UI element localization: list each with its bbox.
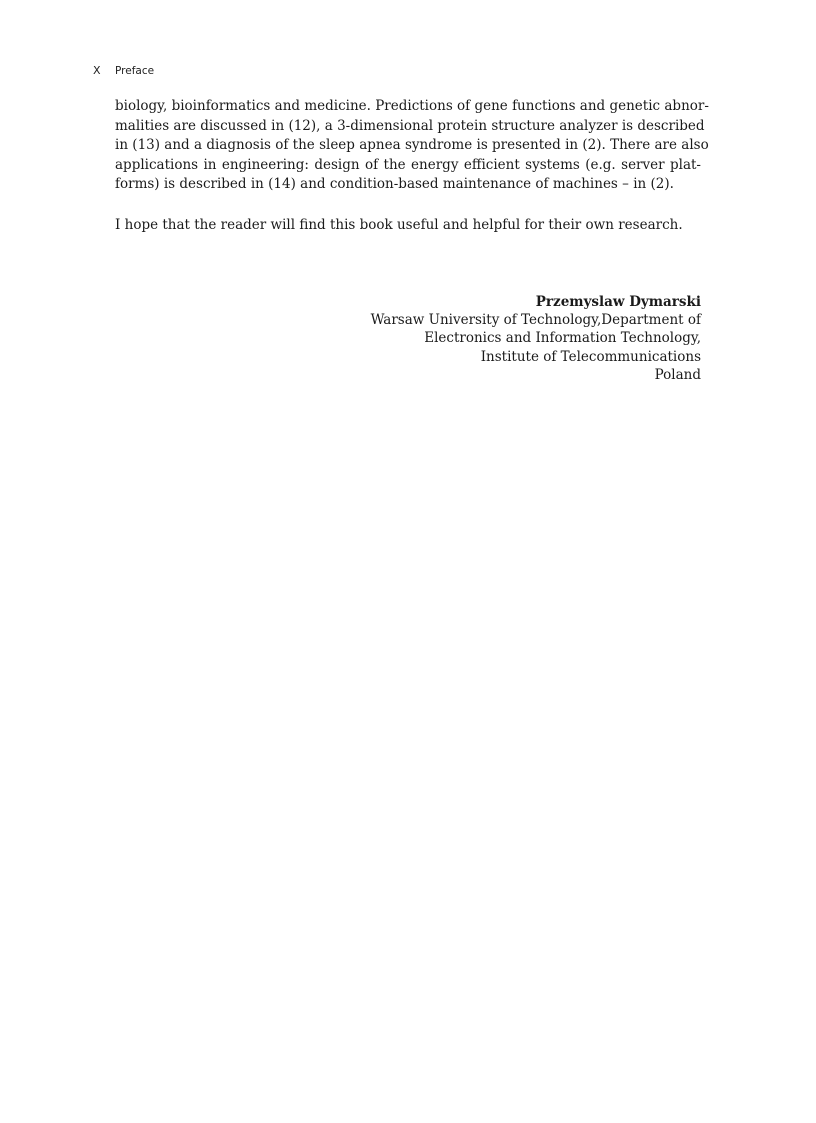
author-name: Przemyslaw Dymarski — [535, 294, 701, 310]
affiliation-line: Institute of Telecommunications — [480, 348, 701, 365]
affiliation-line: Electronics and Information Technology, — [424, 330, 701, 347]
paragraph-line: in (13) and a diagnosis of the sleep apnea syndrome is presented in (2). There are also — [115, 137, 709, 154]
paragraph-line: malities are discussed in (12), a 3-dimensional protein structure analyzer is described — [115, 117, 705, 134]
country-line: Poland — [654, 366, 701, 383]
running-head — [93, 64, 154, 77]
body-paragraph-2: I hope that the reader will find this book useful and helpful for their own research. — [115, 217, 683, 233]
paragraph-line: applications in engineering: design of the energy efficient systems (e.g. server plat- — [115, 156, 701, 173]
paragraph-line: forms) is described in (14) and condition-based maintenance of machines – in (2). — [115, 176, 674, 193]
running-title: Preface — [115, 65, 155, 77]
signature-block — [371, 293, 701, 384]
page-number: X — [93, 64, 101, 77]
body-paragraph-1 — [115, 97, 709, 195]
paragraph-line: biology, bioinformatics and medicine. Predictions of gene functions and genetic abnor- — [115, 98, 709, 114]
affiliation-line: Warsaw University of Technology,Department of — [370, 312, 701, 329]
